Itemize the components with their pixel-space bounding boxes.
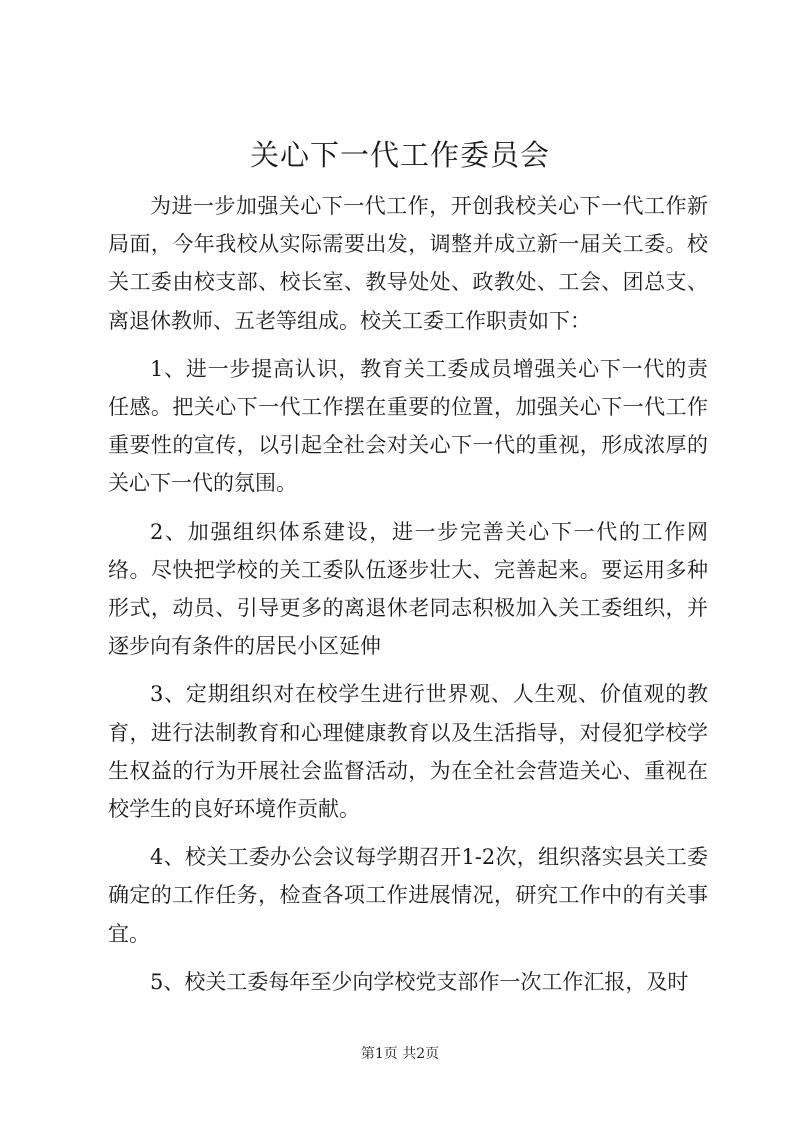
document-body bbox=[108, 187, 708, 1011]
paragraph-item-3: 3、定期组织对在校学生进行世界观、人生观、价值观的教育，进行法制教育和心理健康教育以及生活指导，对侵犯学校学生权益的行为开展社会监督活动，为在全社会营造关心、重视在校学生的良好环境作贡献。 bbox=[108, 682, 708, 822]
paragraph-item-2: 2、加强组织体系建设，进一步完善关心下一代的工作网络。尽快把学校的关工委队伍逐步壮大、完善起来。要运用多种形式，动员、引导更多的离退休老同志积极加入关工委组织，并逐步向有条件的居民小区延伸 bbox=[108, 519, 708, 659]
paragraph-item-4: 4、校关工委办公会议每学期召开1-2次，组织落实县关工委确定的工作任务，检查各项工作进展情况，研究工作中的有关事宜。 bbox=[108, 845, 708, 946]
document-title: 关心下一代工作委员会 bbox=[249, 138, 550, 172]
page-footer: 第1页 共2页 bbox=[360, 1046, 440, 1062]
paragraph-item-5: 5、校关工委每年至少向学校党支部作一次工作汇报，及时 bbox=[150, 969, 689, 994]
paragraph-intro: 为进一步加强关心下一代工作，开创我校关心下一代工作新局面，今年我校从实际需要出发，调整并成立新一届关工委。校关工委由校支部、校长室、教导处处、政教处、工会、团总支、离退休教师、五老等组成。校关工委工作职责如下： bbox=[108, 194, 708, 333]
paragraph-item-1: 1、进一步提高认识，教育关工委成员增强关心下一代的责任感。把关心下一代工作摆在重要的位置，加强关心下一代工作重要性的宣传，以引起全社会对关心下一代的重视，形成浓厚的关心下一代的氛围。 bbox=[108, 356, 708, 496]
